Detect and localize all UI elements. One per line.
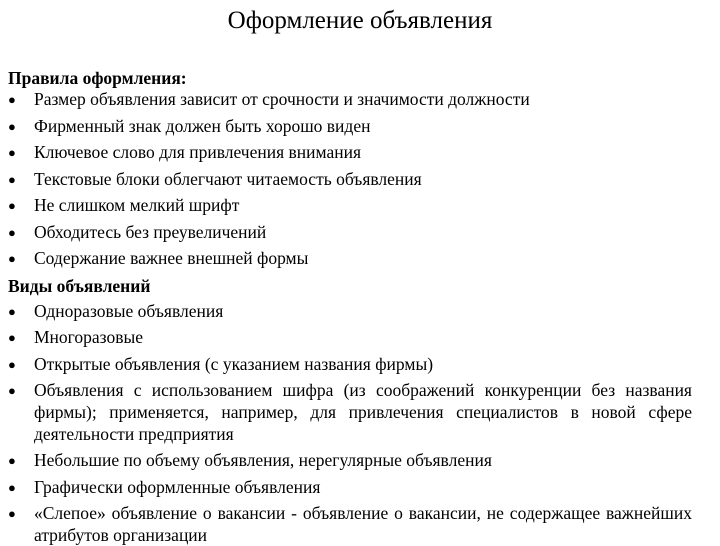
bullet-icon: ● — [8, 303, 16, 319]
list-item — [8, 353, 692, 380]
bullet-icon: ● — [8, 330, 16, 345]
list-item-text: Размер объявления зависит от срочности и значимости должности — [34, 89, 530, 109]
list-item — [8, 300, 692, 327]
list-item — [8, 88, 692, 115]
list-item-text: Объявления с использованием шифра (из соображений конкуренции без названия фирмы); применяется, например, для привлечения специалистов в новой сфере деятельности предприятия — [34, 380, 692, 444]
bullet-icon: ● — [8, 453, 16, 468]
list-item — [8, 194, 692, 221]
list-item-text: Содержание важнее внешней формы — [34, 248, 309, 268]
list-item-text: Не слишком мелкий шрифт — [34, 195, 240, 215]
types-heading: Виды объявлений — [8, 275, 151, 296]
bullet-icon: ● — [8, 506, 16, 521]
list-item-text: Графически оформленные объявления — [34, 476, 321, 497]
bullet-icon: ● — [8, 356, 16, 372]
bullet-icon: ● — [8, 171, 16, 187]
list-item-text: Многоразовые — [34, 327, 144, 347]
list-item-text: Фирменный знак должен быть хорошо виден — [34, 115, 371, 136]
bullet-icon: ● — [8, 145, 16, 160]
list-item — [8, 221, 692, 248]
list-item — [8, 141, 692, 168]
list-item — [8, 502, 692, 546]
list-item — [8, 449, 692, 476]
bullet-icon: ● — [8, 383, 16, 398]
list-item-text: Открытые объявления (с указанием названия фирмы) — [34, 353, 434, 374]
list-item-text: «Слепое» объявление о вакансии - объявление о вакансии, не содержащее важнейших атрибутов организации — [34, 503, 692, 545]
slide-content — [8, 66, 692, 546]
list-item-text: Текстовые блоки облегчают читаемость объявления — [34, 168, 422, 189]
bullet-icon: ● — [8, 92, 16, 107]
list-item — [8, 115, 692, 142]
list-item-text: Небольшие по объему объявления, нерегулярные объявления — [34, 450, 492, 470]
list-item-text: Обходитесь без преувеличений — [34, 221, 267, 242]
page-title: Оформление объявления — [227, 7, 493, 34]
bullet-icon: ● — [8, 118, 16, 134]
list-item — [8, 476, 692, 503]
list-item — [8, 247, 692, 274]
list-item-text: Ключевое слово для привлечения внимания — [34, 142, 362, 162]
list-item — [8, 168, 692, 195]
bullet-icon: ● — [8, 224, 16, 240]
list-item — [8, 326, 692, 353]
list-item — [8, 379, 692, 445]
bullet-icon: ● — [8, 251, 16, 266]
bullet-icon: ● — [8, 198, 16, 213]
rules-heading: Правила оформления: — [8, 68, 187, 88]
list-item-text: Одноразовые объявления — [34, 300, 224, 321]
bullet-icon: ● — [8, 479, 16, 495]
